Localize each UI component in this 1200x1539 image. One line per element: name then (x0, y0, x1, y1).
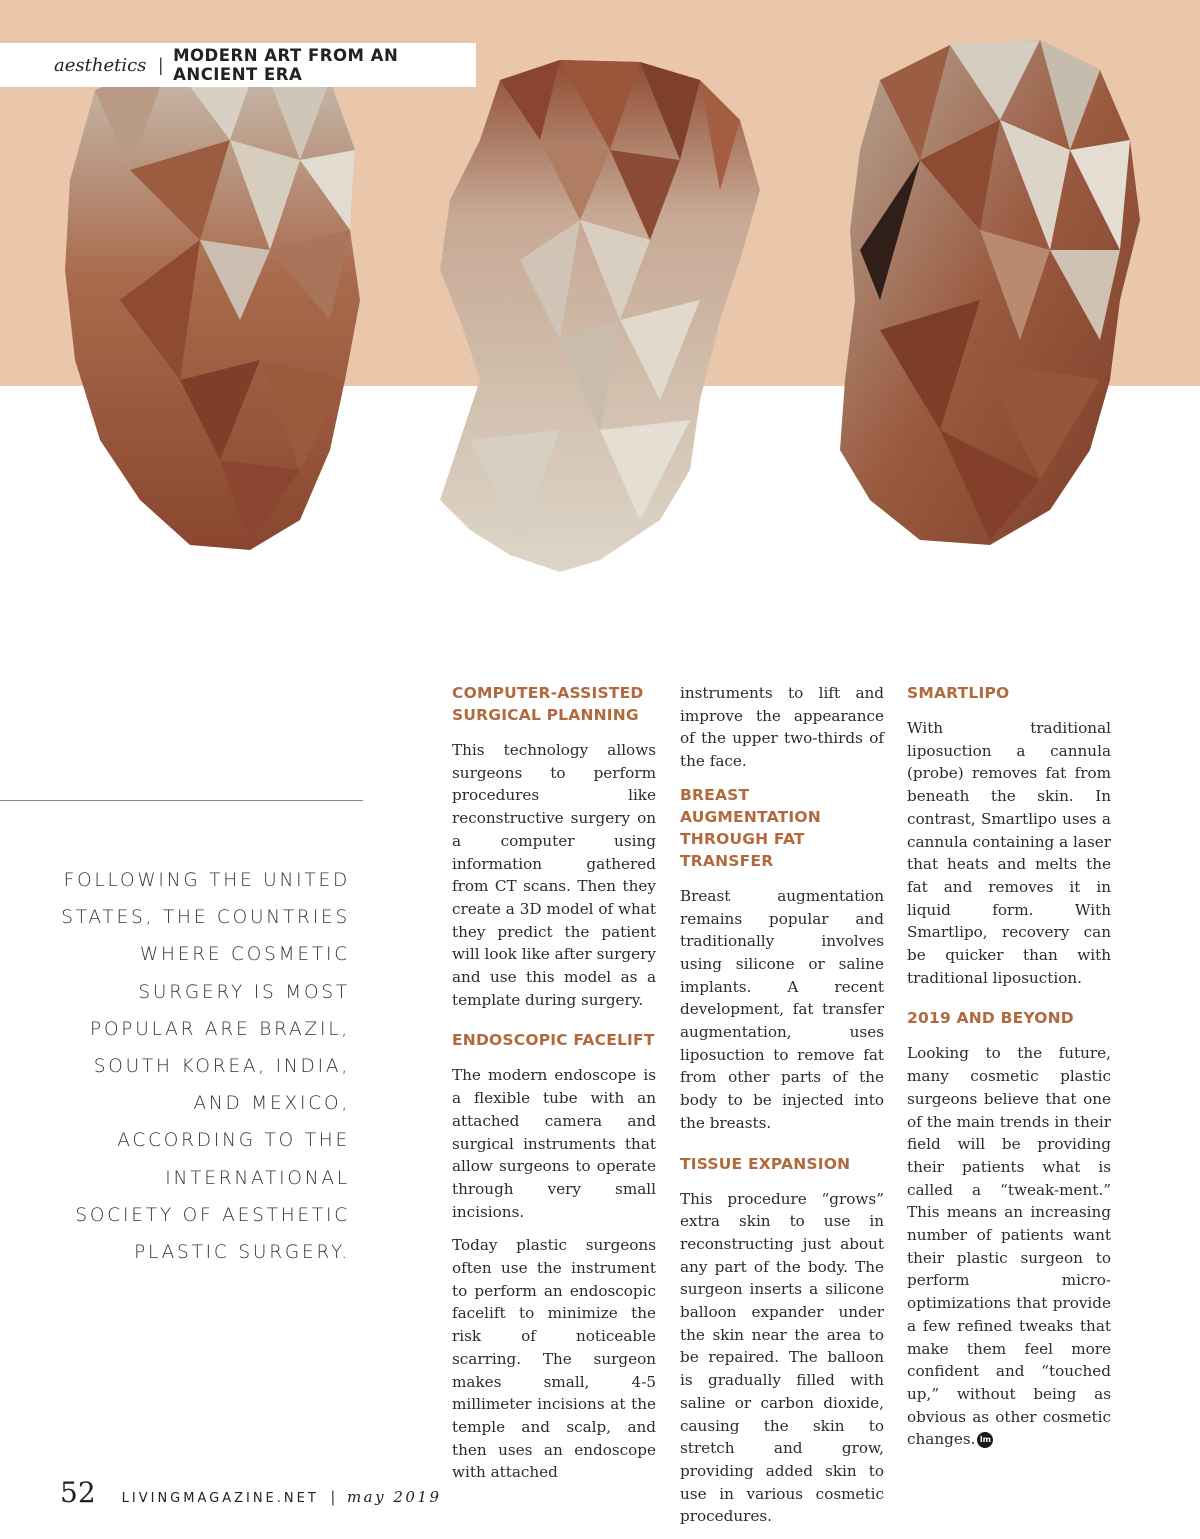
center-classical-head (440, 60, 760, 572)
body-endoscopic-1: The modern endoscope is a flexible tube with an attached camera and surgical instruments that allow surgeons to operate through very small incisions. (452, 1066, 656, 1221)
article-column-2 (680, 682, 884, 1539)
pullquote: FOLLOWING THE UNITED STATES, THE COUNTRIES WHERE COSMETIC SURGERY IS MOST POPULAR ARE BRAZIL, SOUTH KOREA, INDIA, AND MEXICO, ACCORDING TO THE INTERNATIONAL SOCIETY OF AESTHETIC PLASTIC SURGERY. (61, 870, 350, 1264)
body-computer-assisted: This technology allows surgeons to perform procedures like reconstructive surgery on a computer using information gathered from CT scans. Then they create a 3D model of what they predict the patient will look like after surgery and use this model as a template during surgery. (452, 741, 656, 1009)
heading-breast-augmentation: BREAST AUGMENTATION THROUGH FAT TRANSFER (680, 785, 821, 870)
section-label: aesthetics (54, 54, 147, 76)
body-smartlipo: With traditional liposuction a cannula (probe) removes fat from beneath the skin. In contrast, Smartlipo uses a cannula containing a laser that heats and melts the fat and removes it in liquid form. With Smartlipo, recovery can be quicker than with traditional liposuction. (907, 719, 1111, 987)
heading-computer-assisted: COMPUTER-ASSISTED SURGICAL PLANNING (452, 684, 644, 724)
lowpoly-sculpture-heads-illustration (0, 0, 1200, 600)
heading-2019-beyond: 2019 AND BEYOND (907, 1009, 1074, 1028)
body-2019-beyond (907, 1042, 1111, 1451)
body-endoscopic-3: instruments to lift and improve the appearance of the upper two-thirds of the face. (680, 684, 884, 771)
article-title: MODERN ART FROM AN ANCIENT ERA (173, 46, 399, 84)
footer-issue-date: may 2019 (346, 1488, 442, 1506)
article-column-1 (452, 682, 656, 1495)
footer-separator: | (330, 1489, 335, 1506)
body-2019-beyond-text: Looking to the future, many cosmetic plastic surgeons believe that one of the main trends in their field will be providing their patients what is called a “tweak-ment.” This means an increasing number of patients want their plastic surgeon to perform micro-optimizations that provide a few refined tweaks that make them feel more confident and “touched up,” without being as obvious as other cosmetic changes. (907, 1044, 1111, 1449)
article-column-3 (907, 682, 1111, 1462)
page-number: 52 (60, 1476, 96, 1509)
body-endoscopic-2: Today plastic surgeons often use the instrument to perform an endoscopic facelift to minimize the risk of noticeable scarring. The surgeon makes small, 4-5 millimeter incisions at the temple and scalp, and then uses an endoscope with attached (452, 1236, 656, 1482)
end-of-article-icon: lm (977, 1432, 993, 1448)
left-bearded-head (65, 55, 360, 550)
pullquote-divider (0, 800, 363, 801)
footer-website: LIVINGMAGAZINE.NET (121, 1491, 319, 1506)
header-separator: | (158, 54, 164, 75)
body-breast-augmentation: Breast augmentation remains popular and traditionally involves using silicone or saline implants. A recent development, fat transfer augmentation, uses liposuction to remove fat from other parts of the body to be injected into the breasts. (680, 886, 884, 1132)
heading-endoscopic-facelift: ENDOSCOPIC FACELIFT (452, 1031, 655, 1050)
page-footer (60, 1476, 442, 1509)
right-bearded-head (840, 40, 1140, 545)
section-header-tab (0, 43, 476, 87)
heading-tissue-expansion: TISSUE EXPANSION (680, 1154, 851, 1173)
body-tissue-expansion: This procedure “grows” extra skin to use in reconstructing just about any part of the body. The surgeon inserts a silicone balloon expander under the skin near the area to be repaired. The balloon is gradually filled with saline or carbon dioxide, causing the skin to stretch and grow, providing added skin to use in various cosmetic procedures. (680, 1189, 884, 1526)
heading-smartlipo: SMARTLIPO (907, 684, 1010, 702)
